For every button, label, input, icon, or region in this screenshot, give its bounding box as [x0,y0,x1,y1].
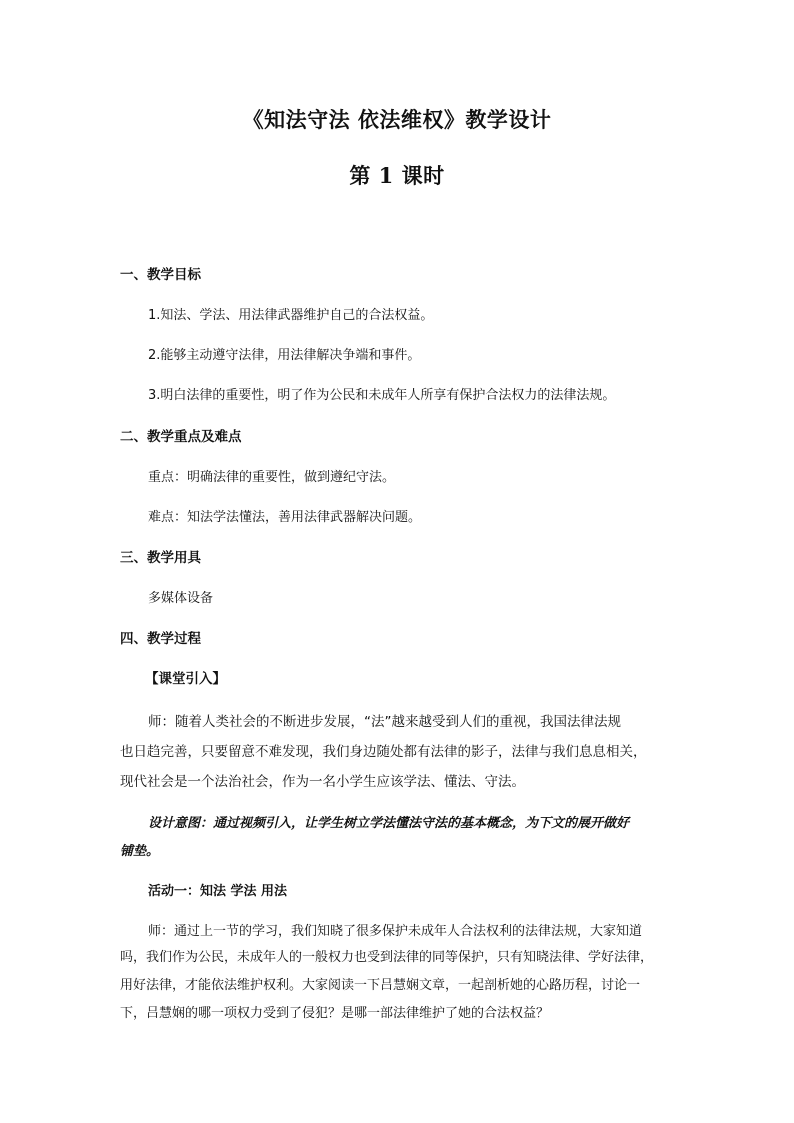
activity1-paragraph-line: 用好法律，才能依法维护权利。大家阅读一下吕慧娴文章，一起剖析她的心路历程，讨论一 [120,978,641,993]
intro-paragraph-line: 现代社会是一个法治社会，作为一名小学生应该学法、懂法、守法。 [120,774,525,790]
intro-paragraph-line: 师：随着人类社会的不断进步发展，“法”越来越受到人们的重视，我国法律法规 [148,714,621,730]
design-intent-line: 铺垫。 [120,844,160,859]
key-point-item: 重点：明确法律的重要性，做到遵纪守法。 [148,470,396,485]
section-heading-process: 四、教学过程 [120,631,201,647]
goal-item: 2.能够主动遵守法律，用法律解决争端和事件。 [148,348,421,363]
tool-item: 多媒体设备 [148,591,214,606]
document-title: 《知法守法 依法维权》教学设计 [242,107,552,132]
goal-item: 1.知法、学法、用法律武器维护自己的合法权益。 [148,308,434,323]
intro-paragraph-line: 也日趋完善，只要留意不难发现，我们身边随处都有法律的影子，法律与我们息息相关， [120,744,647,760]
activity1-paragraph-line: 下，吕慧娴的哪一项权力受到了侵犯？是哪一部法律维护了她的合法权益？ [120,1006,550,1021]
activity1-label: 活动一：知法 学法 用法 [148,884,288,899]
activity1-paragraph-line: 吗，我们作为公民，未成年人的一般权力也受到法律的同等保护，只有知晓法律、学好法律， [120,950,654,965]
design-intent-line: 设计意图：通过视频引入，让学生树立学法懂法守法的基本概念，为下文的展开做好 [148,816,630,831]
section-heading-tools: 三、教学用具 [120,550,201,566]
document-subtitle: 第 1 课时 [349,163,445,188]
section-heading-key-points: 二、教学重点及难点 [120,429,242,445]
activity1-paragraph-line: 师：通过上一节的学习，我们知晓了很多保护未成年人合法权利的法律法规，大家知道 [148,924,643,939]
intro-label: 【课堂引入】 [145,671,226,687]
section-heading-goals: 一、教学目标 [120,267,201,283]
goal-item: 3.明白法律的重要性，明了作为公民和未成年人所享有保护合法权力的法律法规。 [148,388,616,403]
key-point-item: 难点：知法学法懂法，善用法律武器解决问题。 [148,510,422,525]
